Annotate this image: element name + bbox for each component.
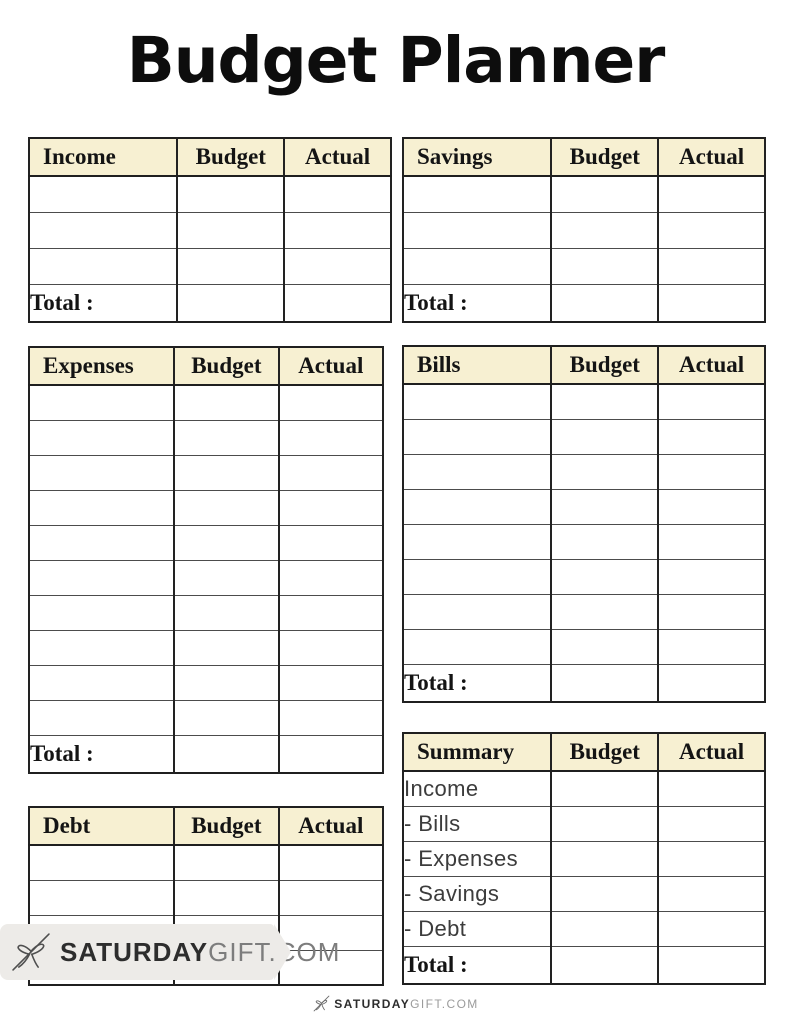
table-row [403,419,765,454]
blank-cell [174,420,278,455]
blank-cell [279,490,383,525]
table-row [403,489,765,524]
blank-cell [658,841,765,876]
total-label: Total : [403,664,551,702]
budget-column-header: Budget [177,138,284,176]
blank-cell [658,946,765,984]
blank-cell [658,284,765,322]
blank-cell [29,700,174,735]
blank-cell [551,384,658,419]
actual-column-header: Actual [658,346,765,384]
budget-column-header: Budget [551,733,658,771]
blank-cell [279,665,383,700]
blank-cell [403,212,551,248]
blank-cell [174,455,278,490]
blank-cell [403,419,551,454]
table-row [29,490,383,525]
blank-cell [29,665,174,700]
budget-column-header: Budget [551,138,658,176]
expenses-table [28,346,384,774]
page-title: Budget Planner [126,24,665,97]
total-row [29,284,391,322]
table-row [403,629,765,664]
total-row [403,284,765,322]
blank-cell [551,559,658,594]
blank-cell [658,419,765,454]
blank-cell [658,911,765,946]
summary-row-label: - Debt [403,911,551,946]
blank-cell [29,630,174,665]
blank-cell [658,771,765,806]
savings-title: Savings [403,138,551,176]
blank-cell [279,420,383,455]
table-row [403,524,765,559]
table-row [29,880,383,915]
bills-table [402,345,766,703]
blank-cell [551,841,658,876]
blank-cell [551,212,658,248]
saturdaygift-banner [0,924,341,980]
blank-cell [658,664,765,702]
income-title: Income [29,138,177,176]
blank-cell [174,735,278,773]
blank-cell [403,248,551,284]
blank-cell [658,212,765,248]
table-row [29,248,391,284]
table-row [29,560,383,595]
table-row [403,454,765,489]
blank-cell [29,595,174,630]
blank-cell [177,284,284,322]
blank-cell [658,559,765,594]
blank-cell [551,946,658,984]
blank-cell [279,525,383,560]
expenses-header-row [29,347,383,385]
blank-cell [29,560,174,595]
summary-row-expenses [403,841,765,876]
blank-cell [29,880,174,915]
gift-bow-icon [312,994,331,1013]
blank-cell [279,630,383,665]
blank-cell [279,845,383,880]
blank-cell [658,454,765,489]
blank-cell [174,385,278,420]
blank-cell [29,490,174,525]
blank-cell [658,629,765,664]
blank-cell [29,176,177,212]
table-row [403,594,765,629]
blank-cell [403,489,551,524]
blank-cell [279,735,383,773]
actual-column-header: Actual [284,138,391,176]
blank-cell [284,284,391,322]
table-row [29,420,383,455]
blank-cell [551,771,658,806]
blank-cell [29,212,177,248]
table-row [29,176,391,212]
blank-cell [658,806,765,841]
budget-column-header: Budget [174,807,278,845]
blank-cell [551,176,658,212]
total-label: Total : [29,284,177,322]
summary-row-label: Income [403,771,551,806]
blank-cell [551,806,658,841]
blank-cell [403,524,551,559]
blank-cell [279,560,383,595]
total-label: Total : [403,284,551,322]
blank-cell [174,490,278,525]
blank-cell [551,454,658,489]
total-row [403,946,765,984]
blank-cell [658,524,765,559]
summary-row-bills [403,806,765,841]
income-table [28,137,392,323]
blank-cell [174,595,278,630]
blank-cell [551,629,658,664]
summary-title: Summary [403,733,551,771]
expenses-title: Expenses [29,347,174,385]
footer-watermark [0,994,791,1013]
blank-cell [279,595,383,630]
blank-cell [174,525,278,560]
blank-cell [403,176,551,212]
blank-cell [174,560,278,595]
summary-row-income [403,771,765,806]
brand-name-light: GIFT.COM [208,936,341,967]
total-label: Total : [29,735,174,773]
blank-cell [551,248,658,284]
blank-cell [29,525,174,560]
blank-cell [29,845,174,880]
blank-cell [658,176,765,212]
blank-cell [551,664,658,702]
blank-cell [403,384,551,419]
summary-row-label: - Savings [403,876,551,911]
blank-cell [284,176,391,212]
saturdaygift-logo-text [60,937,340,968]
actual-column-header: Actual [658,733,765,771]
table-row [403,559,765,594]
blank-cell [177,176,284,212]
table-row [29,525,383,560]
blank-cell [174,630,278,665]
actual-column-header: Actual [658,138,765,176]
blank-cell [658,594,765,629]
blank-cell [403,559,551,594]
savings-header-row [403,138,765,176]
summary-table [402,732,766,985]
blank-cell [29,455,174,490]
table-row [403,248,765,284]
budget-column-header: Budget [174,347,278,385]
blank-cell [177,212,284,248]
blank-cell [279,455,383,490]
blank-cell [279,700,383,735]
blank-cell [279,880,383,915]
blank-cell [658,489,765,524]
blank-cell [551,911,658,946]
blank-cell [29,420,174,455]
actual-column-header: Actual [279,347,383,385]
blank-cell [174,845,278,880]
blank-cell [551,876,658,911]
savings-table [402,137,766,323]
table-row [403,212,765,248]
table-row [29,630,383,665]
debt-title: Debt [29,807,174,845]
table-row [403,176,765,212]
table-row [29,845,383,880]
bills-title: Bills [403,346,551,384]
table-row [403,384,765,419]
gift-bow-icon [8,929,54,975]
table-row [29,212,391,248]
debt-header-row [29,807,383,845]
blank-cell [174,880,278,915]
total-row [29,735,383,773]
bills-header-row [403,346,765,384]
blank-cell [177,248,284,284]
saturdaygift-logo-text [334,997,478,1011]
income-header-row [29,138,391,176]
table-row [29,665,383,700]
actual-column-header: Actual [279,807,383,845]
blank-cell [403,454,551,489]
blank-cell [551,524,658,559]
blank-cell [29,385,174,420]
table-row [29,595,383,630]
blank-cell [551,419,658,454]
table-row [29,455,383,490]
summary-row-label: - Expenses [403,841,551,876]
budget-column-header: Budget [551,346,658,384]
summary-row-savings [403,876,765,911]
blank-cell [174,665,278,700]
blank-cell [284,248,391,284]
brand-name-bold: SATURDAY [60,936,209,967]
blank-cell [29,248,177,284]
summary-header-row [403,733,765,771]
brand-name-bold: SATURDAY [334,996,411,1011]
brand-name-light: GIFT.COM [410,996,479,1011]
blank-cell [658,876,765,911]
summary-row-debt [403,911,765,946]
blank-cell [551,284,658,322]
blank-cell [403,629,551,664]
blank-cell [658,384,765,419]
blank-cell [551,594,658,629]
summary-row-label: - Bills [403,806,551,841]
total-label: Total : [403,946,551,984]
table-row [29,385,383,420]
blank-cell [403,594,551,629]
table-row [29,700,383,735]
blank-cell [279,385,383,420]
blank-cell [551,489,658,524]
blank-cell [174,700,278,735]
total-row [403,664,765,702]
blank-cell [658,248,765,284]
blank-cell [284,212,391,248]
